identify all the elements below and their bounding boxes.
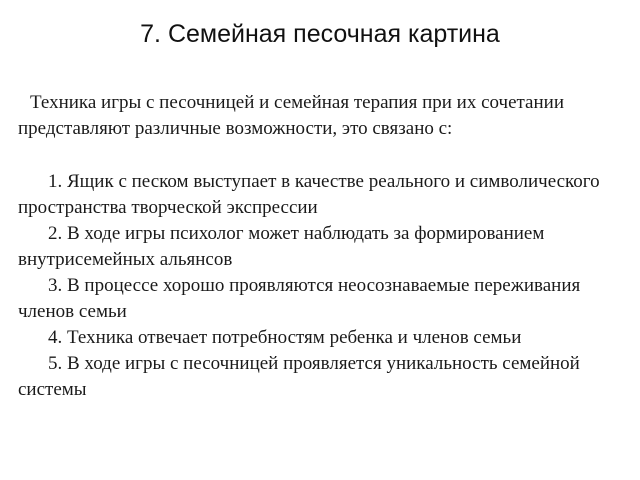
- list-item: 2. В ходе игры психолог может наблюдать за формированием внутрисемейных альянсов: [18, 223, 545, 270]
- list-item: 3. В процессе хорошо проявляются неосознаваемые переживания членов семьи: [18, 275, 581, 322]
- intro-paragraph: Техника игры с песочницей и семейная терапия при их сочетании представляют различные возможности, это связано с:: [18, 92, 564, 139]
- slide-title: 7. Семейная песочная картина: [140, 20, 500, 48]
- numbered-list: [18, 169, 623, 403]
- slide-body: [18, 90, 623, 403]
- list-item: 5. В ходе игры с песочницей проявляется уникальность семейной системы: [18, 353, 580, 400]
- list-item: 4. Техника отвечает потребностям ребенка и членов семьи: [48, 327, 522, 348]
- list-item: 1. Ящик с песком выступает в качестве реального и символического пространства творческой экспрессии: [18, 171, 600, 218]
